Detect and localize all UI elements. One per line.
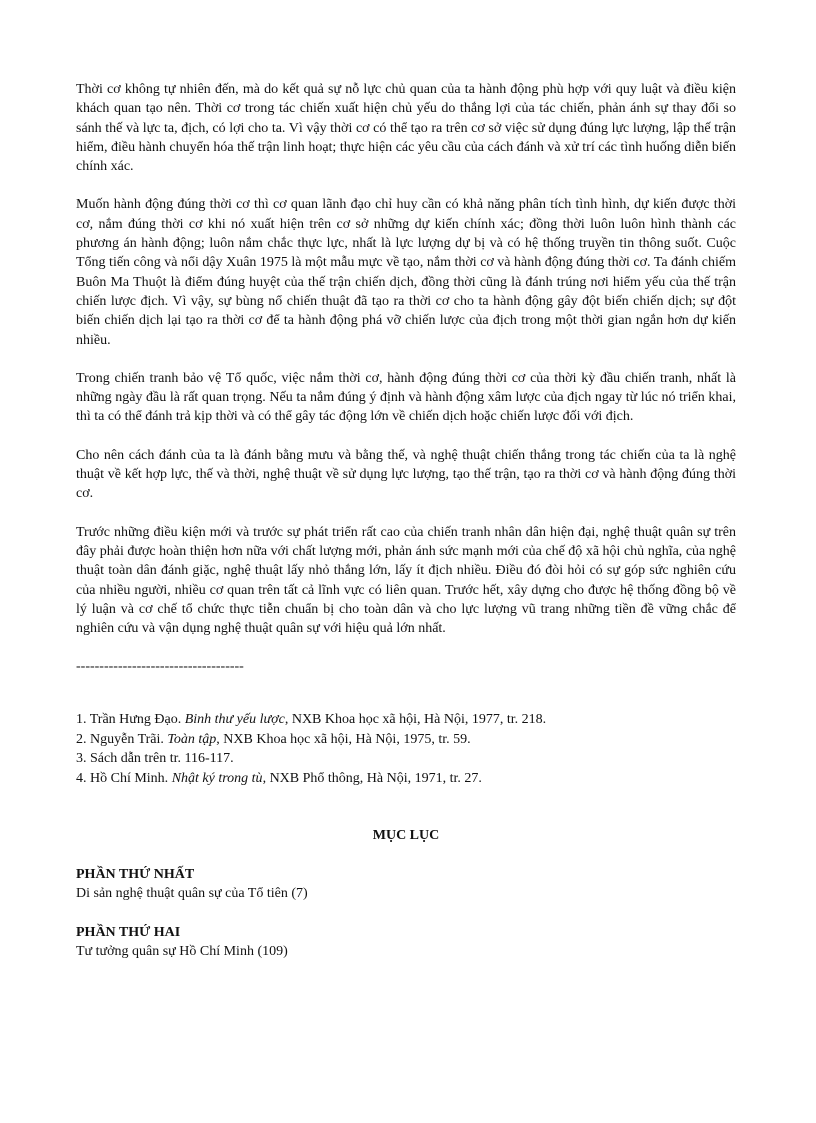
footnote-2-title: Toàn tập xyxy=(167,731,217,747)
footnote-4 xyxy=(76,769,736,789)
toc-part-1 xyxy=(76,865,736,903)
footnote-1-prefix: 1. Trần Hưng Đạo. xyxy=(76,712,185,728)
toc-part-2-heading: PHẦN THỨ HAI xyxy=(76,925,181,941)
footnote-1-title: Binh thư yếu lược xyxy=(184,712,285,728)
document-page xyxy=(76,80,736,981)
footnote-2-prefix: 2. Nguyễn Trãi. xyxy=(76,731,168,747)
footnote-4-suffix: , NXB Phổ thông, Hà Nội, 1971, tr. 27. xyxy=(262,770,482,786)
body-paragraph-1: Thời cơ không tự nhiên đến, mà do kết quả sự nỗ lực chủ quan của ta hành động phù hợp với quy luật và điều kiện khách quan tạo nên. Thời cơ trong tác chiến xuất hiện chủ yếu do thắng lợi của tác chiến, phản ánh sự thay đổi so sánh thế và lực ta, địch, có lợi cho ta. Vì vậy thời cơ có thể tạo ra trên cơ sở việc sử dụng đúng lực lượng, lập thế trận hiểm, điều hành chuyển hóa thế trận linh hoạt; thực hiện các yêu cầu của cách đánh và xử trí các tình huống diễn biến chính xác. xyxy=(76,82,736,175)
footnote-separator: ------------------------------------ xyxy=(76,659,244,675)
toc-part-2-desc: Tư tưởng quân sự Hồ Chí Minh (109) xyxy=(76,944,288,960)
body-paragraph-3: Trong chiến tranh bảo vệ Tổ quốc, việc nắm thời cơ, hành động đúng thời cơ của thời kỳ đầu chiến tranh, nhất là những ngày đầu là rất quan trọng. Nếu ta nắm đúng ý định và hành động xâm lược của địch ngay từ lúc nó triển khai, thì ta có thể đánh trả kịp thời và có thể gây tác động lớn về chiến dịch hoặc chiến lược đối với địch. xyxy=(76,370,736,425)
footnote-2-suffix: , NXB Khoa học xã hội, Hà Nội, 1975, tr. 59. xyxy=(216,731,471,747)
footnote-3 xyxy=(76,749,736,769)
footnote-3-prefix: 3. Sách dẫn trên tr. 116-117. xyxy=(76,751,234,767)
footnote-1-suffix: , NXB Khoa học xã hội, Hà Nội, 1977, tr. 218. xyxy=(284,712,547,728)
toc-part-2 xyxy=(76,923,736,961)
toc-title: MỤC LỤC xyxy=(372,828,440,844)
body-paragraph-5: Trước những điều kiện mới và trước sự phát triển rất cao của chiến tranh nhân dân hiện đại, nghệ thuật quân sự trên đây phải được hoàn thiện hơn nữa với chất lượng mới, phản ánh sức mạnh mới của chế độ xã hội chủ nghĩa, của nghệ thuật toàn dân đánh giặc, nghệ thuật lấy nhỏ thắng lớn, lấy ít địch nhiều. Điều đó đòi hỏi có sự góp sức nghiên cứu của nhiều người, nhiều cơ quan trên tất cả lĩnh vực có liên quan. Trước hết, xây dựng cho được hệ thống đồng bộ về lý luận và cơ chế tổ chức thực tiễn chuẩn bị cho toàn dân và cho lực lượng vũ trang những tiền đề vững chắc để nghiên cứu và vận dụng nghệ thuật quân sự với hiệu quả lớn nhất. xyxy=(76,524,736,637)
footnote-list xyxy=(76,710,736,788)
footnote-4-prefix: 4. Hồ Chí Minh. xyxy=(76,770,172,786)
footnote-1 xyxy=(76,710,736,730)
toc-part-1-desc: Di sản nghệ thuật quân sự của Tổ tiên (7) xyxy=(76,886,308,902)
body-paragraph-4: Cho nên cách đánh của ta là đánh bằng mưu và bằng thế, và nghệ thuật chiến thắng trong tác chiến của ta là nghệ thuật về kết hợp lực, thế và thời, nghệ thuật về sử dụng lực lượng, tạo thế trận, tạo ra thời cơ và hành động đúng thời cơ. xyxy=(76,447,736,502)
footnote-2 xyxy=(76,730,736,750)
toc-part-1-heading: PHẦN THỨ NHẤT xyxy=(76,867,195,883)
body-paragraph-2: Muốn hành động đúng thời cơ thì cơ quan lãnh đạo chỉ huy cần có khả năng phân tích tình hình, dự kiến được thời cơ, nắm đúng thời cơ khi nó xuất hiện trên cơ sở những dự kiến chính xác; đồng thời luôn luôn hình thành các phương án hành động; luôn nắm chắc thực lực, nhất là lực lượng dự bị và có hệ thống truyền tin thông suốt. Cuộc Tổng tiến công và nổi dậy Xuân 1975 là một mẫu mực về tạo, nắm thời cơ và hành động đúng thời cơ. Ta đánh chiếm Buôn Ma Thuột là điểm đúng huyệt của thế trận chiến dịch, đồng thời cũng là đánh trúng nơi hiểm yếu của thế trận chiến lược địch. Vì vậy, sự bùng nổ chiến thuật đã tạo ra thời cơ cho ta hành động gây đột biến chiến dịch; sự đột biến chiến dịch lại tạo ra thời cơ để ta hành động phá vỡ chiến lược của địch trong một thời gian ngắn hơn dự kiến nhiều. xyxy=(76,197,736,348)
footnote-4-title: Nhật ký trong tù xyxy=(171,770,263,786)
